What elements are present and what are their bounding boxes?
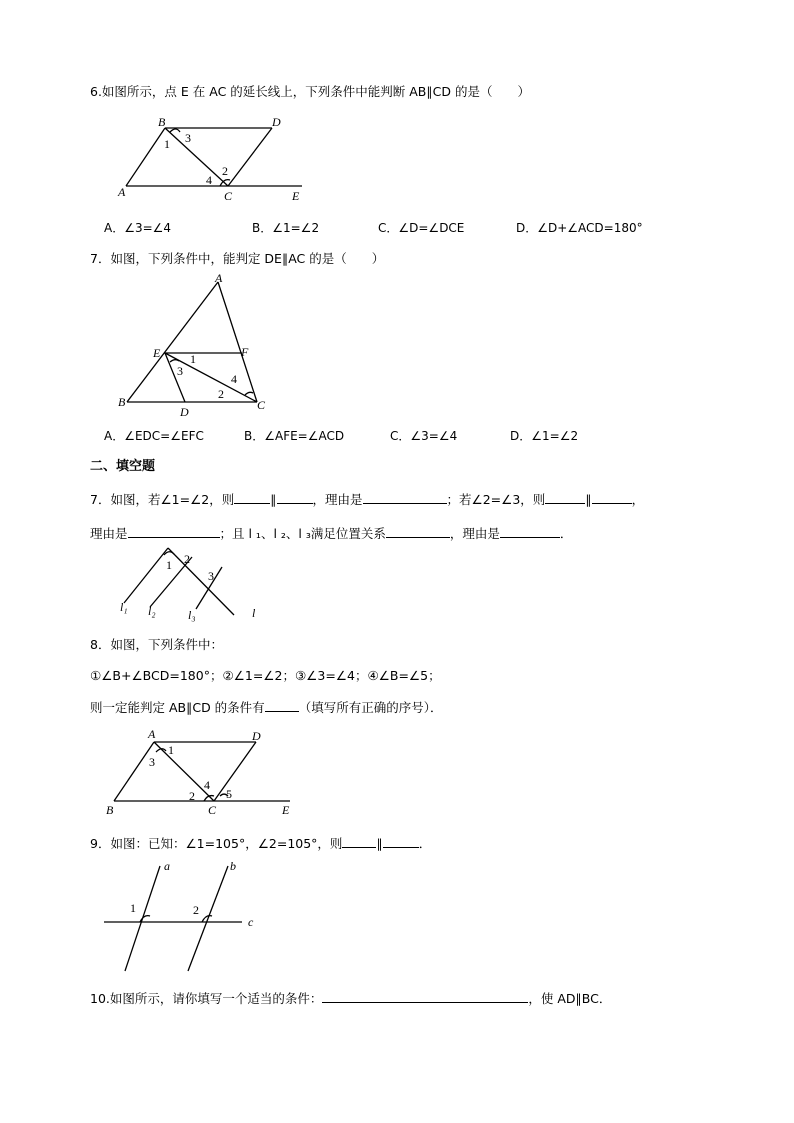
q7a-option-a[interactable]: A．∠EDC=∠EFC	[104, 429, 204, 443]
q7a-label-E: E	[153, 346, 161, 360]
q8-stem: 8．如图，下列条件中：	[90, 637, 223, 652]
q9-angle-2: 2	[193, 903, 199, 917]
q8-label-D: D	[252, 729, 261, 743]
q10-stem: 10.如图所示，请你填写一个适当的条件： ，使 AD∥BC．	[90, 991, 612, 1006]
q8-label-C: C	[208, 803, 217, 817]
q7a-figure	[115, 272, 275, 422]
q6-figure	[110, 112, 320, 207]
q6-label-A: A	[118, 185, 126, 199]
q6-stem: 6.如图所示，点 E 在 AC 的延长线上，下列条件中能判断 AB∥CD 的是（ ）	[90, 84, 530, 99]
q8-line3: 则一定能判定 AB∥CD 的条件有 （填写所有正确的序号）．	[90, 700, 443, 715]
q6-option-b[interactable]: B．∠1=∠2	[252, 221, 320, 235]
q9-figure	[100, 856, 270, 976]
q8-label-E: E	[282, 803, 290, 817]
q7b-label-l1: l₁	[120, 600, 128, 614]
q6-angle-2: 2	[222, 164, 228, 178]
q8-angle-4: 4	[204, 778, 210, 792]
q7b-blank-2[interactable]	[277, 490, 313, 504]
q7b-blank-4[interactable]	[545, 490, 585, 504]
q6-label-E: E	[292, 189, 300, 203]
q7a-label-C: C	[257, 398, 266, 412]
section-title: 二、填空题	[90, 459, 156, 474]
q7a-label-D: D	[180, 405, 189, 419]
q6-angle-4: 4	[206, 173, 212, 187]
q7a-angle-2: 2	[218, 387, 224, 401]
q8-figure	[100, 724, 300, 820]
q9-label-c: c	[248, 915, 254, 929]
q7b-line1: 7．如图，若∠1=∠2，则 ∥ ，理由是 ；若∠2=∠3，则 ∥ ，	[90, 492, 645, 507]
q8-conditions: ①∠B+∠BCD=180°；②∠1=∠2；③∠3=∠4；④∠B=∠5；	[90, 668, 441, 683]
q7a-stem: 7．如图，下列条件中，能判定 DE∥AC 的是（ ）	[90, 251, 385, 266]
q9-stem: 9．如图：已知：∠1=105°，∠2=105°，则 ∥ ．	[90, 836, 432, 851]
q7b-angle-3: 3	[208, 569, 214, 583]
q7a-angle-4: 4	[231, 372, 237, 386]
q7b-line2: 理由是 ；且 l ₁、l ₂、l ₃满足位置关系 ，理由是 ．	[90, 526, 573, 541]
q8-blank[interactable]	[265, 698, 299, 712]
q7a-label-F: F	[241, 345, 249, 359]
q7a-angle-3: 3	[177, 364, 183, 378]
q7b-angle-2: 2	[184, 552, 190, 566]
q7b-blank-1[interactable]	[234, 490, 270, 504]
q10-blank[interactable]	[322, 989, 528, 1003]
q8-angle-3: 3	[149, 755, 155, 769]
q7b-blank-3[interactable]	[363, 490, 447, 504]
q6-angle-1: 1	[164, 137, 170, 151]
q8-angle-2: 2	[189, 789, 195, 803]
q7a-angle-1: 1	[190, 352, 196, 366]
q8-label-B: B	[106, 803, 114, 817]
q7a-option-d[interactable]: D．∠1=∠2	[510, 429, 579, 443]
q6-label-B: B	[158, 115, 166, 129]
q8-angle-1: 1	[168, 743, 174, 757]
q6-label-D: D	[272, 115, 281, 129]
q7a-label-A: A	[215, 271, 223, 285]
q9-blank-2[interactable]	[383, 834, 419, 848]
q9-label-a: a	[164, 859, 170, 873]
q9-blank-1[interactable]	[342, 834, 376, 848]
q9-angle-1: 1	[130, 901, 136, 915]
q8-angle-5: 5	[226, 787, 232, 801]
q6-option-d[interactable]: D．∠D+∠ACD=180°	[516, 221, 643, 235]
q7b-label-l2: l₂	[148, 604, 156, 618]
q7a-label-B: B	[118, 395, 126, 409]
q7b-blank-7[interactable]	[386, 524, 450, 538]
q6-option-c[interactable]: C．∠D=∠DCE	[378, 221, 465, 235]
q7b-angle-1: 1	[166, 558, 172, 572]
q7b-figure	[112, 545, 262, 625]
q8-label-A: A	[148, 727, 156, 741]
q6-option-a[interactable]: A．∠3=∠4	[104, 221, 172, 235]
q7b-blank-6[interactable]	[128, 524, 220, 538]
q6-angle-3: 3	[185, 131, 191, 145]
q7b-label-l: l	[252, 606, 256, 620]
q7b-blank-8[interactable]	[500, 524, 560, 538]
q7a-option-c[interactable]: C．∠3=∠4	[390, 429, 458, 443]
q6-label-C: C	[224, 189, 233, 203]
q9-label-b: b	[230, 859, 236, 873]
q7b-blank-5[interactable]	[592, 490, 632, 504]
q7b-label-l3: l₃	[188, 608, 196, 622]
q7a-option-b[interactable]: B．∠AFE=∠ACD	[244, 429, 345, 443]
